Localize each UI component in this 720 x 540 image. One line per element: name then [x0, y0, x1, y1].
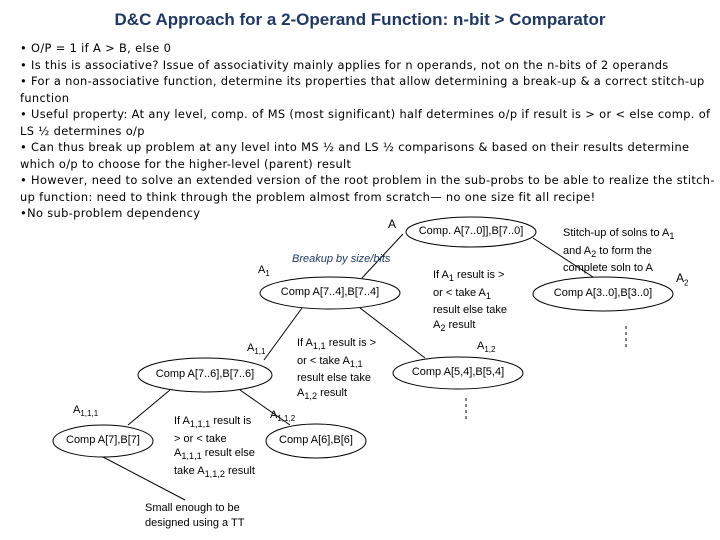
leaf-note: Small enough to be designed using a TT [145, 502, 245, 529]
a112-node-text: Comp A[6],B[6] [279, 434, 353, 446]
root-node-text: Comp. A[7..0]],B[7..0] [418, 225, 524, 237]
a11-stitch-note: If $A_{1,1}$ result is > or < take $A_{1,1}$ result else take $A_{1,2}$ result [297, 337, 377, 402]
slide-title: D&C Approach for a 2-Operand Function: n-bit > Comparator [114, 10, 606, 29]
a111-label: $A_{1,1,1}$ [73, 404, 99, 419]
a12-label: $A_{1,2}$ [477, 340, 496, 355]
a1-node-text: Comp A[7..4],B[7..4] [280, 286, 380, 298]
bullet-item: •No sub-problem dependency [20, 206, 201, 220]
bullet-item: • Can thus break up problem at any level into MS ½ and LS ½ comparisons & based on their results determine which o/p to choose for the higher-level (parent) result [20, 140, 690, 171]
bullet-item: • For a non-associative function, determine its properties that allow determining a break-up & a correct stitch-up function [20, 74, 705, 105]
bullet-item: • Useful property: At any level, comp. of MS (most significant) half determines o/p if result is > or < else comp. of LS ½ determines o/p [20, 107, 711, 138]
a11-node-text: Comp A[7..6],B[7..6] [155, 368, 255, 380]
bullet-item: • O/P = 1 if A > B, else 0 [20, 41, 172, 55]
a12-node-text: Comp A[5,4],B[5,4] [411, 366, 505, 378]
a111-node-text: Comp A[7],B[7] [66, 434, 140, 446]
bullet-item: • However, need to solve an extended version of the root problem in the sub-probs to be able to realize the stitch-up function: need to think through the problem almost from scratch— no one size fit all recipe! [20, 173, 715, 204]
a1-label: $A_1$ [258, 264, 270, 279]
root-label: A [388, 217, 397, 231]
root-stitch-note: Stitch-up of solns to $A_1$ and $A_2$ to form the complete soln to A [563, 227, 675, 275]
bullet-item: • Is this is associative? Issue of associativity mainly applies for n operands, not on the n-bits of 2 operands [20, 57, 669, 72]
edge-a11-a111 [128, 390, 170, 425]
edge-leaf-note [103, 457, 185, 500]
breakup-label: Breakup by size/bits [292, 253, 391, 265]
a111-stitch-note: If $A_{1,1,1}$ result is > or < take $A_{1,1,1}$ result else take $A_{1,1,2}$ result [174, 415, 255, 480]
a1-stitch-note: If $A_1$ result is > or < take $A_1$ result else take $A_2$ result [433, 269, 507, 334]
a112-label: $A_{1,1,2}$ [270, 409, 296, 424]
a2-node-text: Comp A[3..0],B[3..0] [553, 287, 653, 299]
a2-label: $A_2$ [676, 271, 689, 288]
a11-label: $A_{1,1}$ [247, 342, 266, 357]
